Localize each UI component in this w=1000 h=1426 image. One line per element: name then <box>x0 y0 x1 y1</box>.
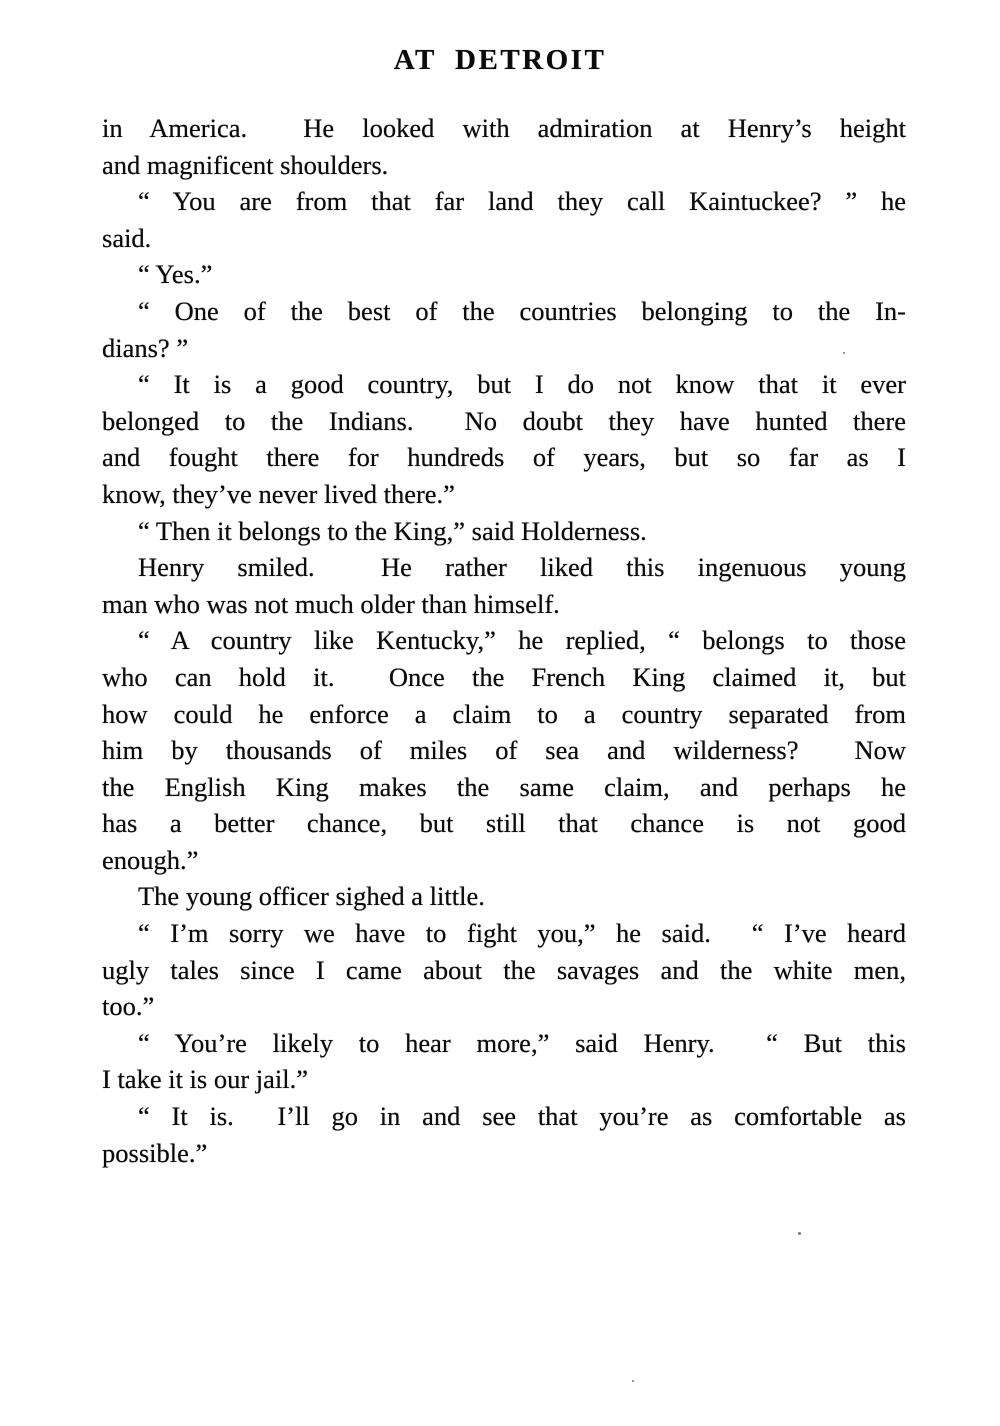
text-line: “ Yes.” <box>138 259 213 290</box>
scan-speck <box>632 1380 634 1382</box>
text-line: “ One of the best of the countries belonging to the In- <box>138 295 906 326</box>
text-line: possible.” <box>102 1137 208 1168</box>
text-line: and magnificent shoulders. <box>102 149 389 180</box>
text-line: ugly tales since I came about the savages and the white men, <box>102 954 906 985</box>
text-line: I take it is our jail.” <box>102 1064 309 1095</box>
scan-speck <box>843 352 845 354</box>
text-line: the English King makes the same claim, and perhaps he <box>102 771 906 802</box>
text-line: Henry smiled. He rather liked this ingenuous young <box>138 552 906 583</box>
text-line: and fought there for hundreds of years, but so far as I <box>102 442 906 473</box>
text-line: “ I’m sorry we have to fight you,” he said. “ I’ve heard <box>138 918 906 949</box>
text-line: enough.” <box>102 844 199 875</box>
text-line: “ You’re likely to hear more,” said Henry. “ But this <box>138 1027 906 1058</box>
text-line: know, they’ve never lived there.” <box>102 478 455 509</box>
text-line: The young officer sighed a little. <box>138 881 485 912</box>
running-head: AT DETROIT <box>393 44 607 76</box>
text-line: how could he enforce a claim to a country separated from <box>102 698 906 729</box>
text-line: “ A country like Kentucky,” he replied, “ belongs to those <box>138 625 906 656</box>
text-line: has a better chance, but still that chance is not good <box>102 808 906 839</box>
text-line: said. <box>102 222 152 253</box>
text-line: dians? ” <box>102 332 189 363</box>
text-line: “ You are from that far land they call Kaintuckee? ” he <box>138 186 906 217</box>
text-line: “ It is a good country, but I do not know that it ever <box>138 369 906 400</box>
scan-speck <box>798 1232 801 1235</box>
text-line: belonged to the Indians. No doubt they have hunted there <box>102 405 906 436</box>
page-body <box>102 110 906 1171</box>
text-line: him by thousands of miles of sea and wilderness? Now <box>102 735 906 766</box>
text-line: who can hold it. Once the French King claimed it, but <box>102 661 906 692</box>
text-line: man who was not much older than himself. <box>102 588 560 619</box>
text-line: “ It is. I’ll go in and see that you’re as comfortable as <box>138 1101 906 1132</box>
text-line: “ Then it belongs to the King,” said Holderness. <box>138 515 647 546</box>
text-line: too.” <box>102 991 155 1022</box>
text-line: in America. He looked with admiration at Henry’s height <box>102 113 906 143</box>
